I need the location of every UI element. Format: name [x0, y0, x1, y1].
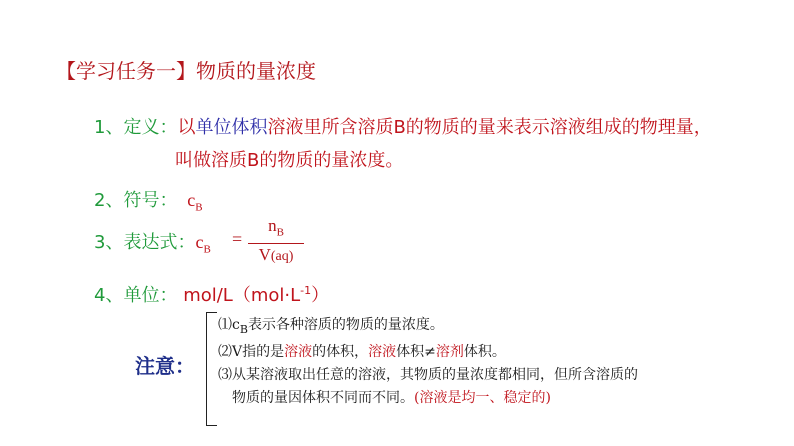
note-1	[218, 314, 638, 341]
note-2-e: 体积≠	[396, 343, 436, 360]
note-1-sub: B	[239, 322, 248, 336]
note-3-line-1: ⑶从某溶液取出任意的溶液，其物质的量浓度都相同，但所含溶质的	[218, 366, 638, 383]
definition-text-c: 溶液里所含溶质B的物质的量	[267, 117, 496, 138]
expression-numerator	[248, 216, 304, 242]
expression-number: 3、表达式：	[94, 232, 196, 253]
symbol-number: 2、符号：	[94, 190, 178, 211]
definition-line-1	[94, 113, 712, 139]
expression-lhs	[195, 232, 211, 256]
definition-text-a: 以	[177, 117, 196, 138]
denominator-sub: (aq)	[270, 249, 294, 265]
symbol-row	[94, 186, 203, 214]
numerator-sub: B	[276, 226, 284, 239]
note-2	[218, 341, 638, 364]
note-2-a: ⑵V指的是	[218, 343, 285, 360]
note-2-c: 的体积，	[312, 343, 369, 360]
symbol-sub: B	[195, 201, 203, 214]
definition-unit-volume: 单位体积	[195, 117, 268, 138]
note-2-solution-2: 溶液	[368, 343, 397, 360]
note-1-prefix: ⑴c	[218, 317, 240, 333]
expression-lhs-sub: B	[203, 243, 211, 256]
note-1-text: 表示各种溶质的物质的量浓度。	[247, 317, 444, 333]
numerator-main: n	[268, 216, 277, 235]
expression-fraction	[248, 216, 304, 267]
notes-label: 注意：	[135, 354, 195, 378]
note-2-solvent: 溶剂	[435, 343, 464, 360]
expression-denominator	[248, 245, 304, 267]
expression-equals: =	[232, 229, 243, 249]
definition-text-d: 来表示溶液组成的物理量，	[495, 117, 712, 138]
note-3-remark: (溶液是均一、稳定的)	[414, 389, 551, 406]
expression-row	[94, 228, 211, 256]
expression-lhs-main: c	[195, 232, 204, 252]
note-2-solution: 溶液	[284, 343, 313, 360]
note-3-text: 物质的量因体积不同而不同。	[232, 389, 414, 406]
denominator-main: V	[258, 245, 271, 265]
fraction-bar	[248, 243, 304, 244]
unit-value	[183, 285, 329, 306]
symbol-value	[187, 190, 203, 214]
slide-title: 【学习任务一】物质的量浓度	[56, 59, 316, 83]
unit-number: 4、单位：	[94, 285, 178, 306]
notes-list	[218, 314, 638, 410]
unit-exponent: -1	[300, 284, 312, 297]
unit-close-paren: ）	[311, 285, 330, 306]
symbol-main: c	[187, 190, 196, 210]
unit-row	[94, 281, 329, 307]
notes-bracket	[206, 312, 217, 426]
note-3-line-2	[218, 387, 638, 410]
definition-line-2: 叫做溶质B的物质的量浓度。	[175, 150, 404, 171]
unit-value-main: mol/L（mol·L	[183, 285, 301, 306]
note-2-g: 体积。	[463, 343, 506, 360]
definition-number: 1、定义：	[94, 117, 178, 138]
